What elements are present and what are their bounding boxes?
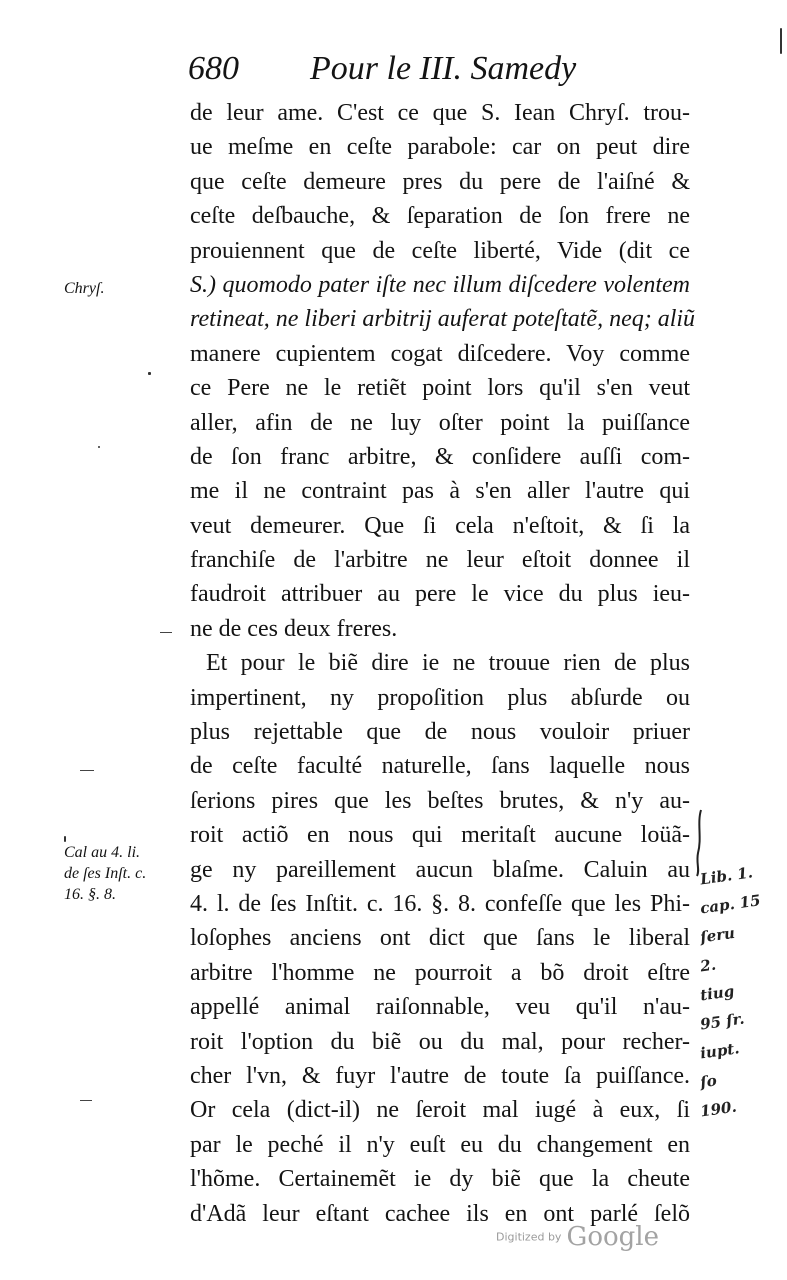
text-line: loſophes anciens ont dict que ſans le liberal xyxy=(190,925,690,952)
ink-speck xyxy=(148,372,151,375)
text-line: manere cupientem cogat diſcedere. Voy comme xyxy=(190,340,690,367)
ink-speck xyxy=(64,836,66,842)
text-line: 4. l. de ſes Inſtit. c. 16. §. 8. confeſſe que les Phi- xyxy=(190,890,690,917)
margin-note-chrysostom: Chryſ. xyxy=(64,280,105,297)
text-line-paragraph-start: Et pour le biẽ dire ie ne trouue rien de plus xyxy=(206,650,690,677)
margin-note-calvin xyxy=(64,842,146,905)
text-line: par le peché il n'y euſt eu du changement en xyxy=(190,1131,690,1158)
text-line: Or cela (dict-il) ne ſeroit mal iugé à eux, ſi xyxy=(190,1097,690,1124)
text-line: ce Pere ne le retiẽt point lors qu'il s'en veut xyxy=(190,375,690,402)
text-line: roit actiõ en nous qui meritaſt aucune loüã- xyxy=(190,822,690,849)
margin-note-line: 16. §. 8. xyxy=(64,886,116,903)
text-line: que ceſte demeure pres du pere de l'aiſné & xyxy=(190,168,690,195)
page-header xyxy=(188,44,608,94)
handwritten-line: 95 ſr. xyxy=(699,1009,746,1034)
google-logo: Google xyxy=(566,1222,659,1252)
text-line: ue meſme en ceſte parabole: car on peut dire xyxy=(190,134,690,161)
text-line: l'hõme. Certainemẽt ie dy biẽ que la cheute xyxy=(190,1166,690,1193)
text-line: veut demeurer. Que ſi cela n'eſtoit, & ſi la xyxy=(190,512,690,539)
margin-note-line: Cal au 4. li. xyxy=(64,844,141,861)
handwritten-line: ſo xyxy=(699,1071,718,1092)
ink-dash xyxy=(160,632,172,633)
text-line: cher l'vn, & fuyr l'autre de toute ſa puiſſance. xyxy=(190,1062,690,1089)
body-text xyxy=(190,96,696,1231)
digitized-by-google-watermark xyxy=(496,1222,659,1252)
text-line: plus rejettable que de nous vouloir priuer xyxy=(190,719,690,746)
text-line: ceſte deſbauche, & ſeparation de ſon frere ne xyxy=(190,203,690,230)
ink-speck xyxy=(98,446,100,448)
text-line: de ſon franc arbitre, & conſidere auſſi com- xyxy=(190,443,690,470)
margin-note-line: de ſes Inſt. c. xyxy=(64,865,147,882)
text-line: appellé animal raiſonnable, veu qu'il n'au- xyxy=(190,994,690,1021)
ink-dash xyxy=(80,770,94,771)
handwritten-margin-note xyxy=(700,860,780,1121)
text-line: arbitre l'homme ne pourroit a bõ droit eſtre xyxy=(190,959,690,986)
text-line-latin-quote: retineat, ne liberi arbitrij auferat poteſtatẽ, neq; aliũ xyxy=(190,306,696,333)
text-line: faudroit attribuer au pere le vice du plus ieu- xyxy=(190,581,690,608)
text-line: ge ny pareillement aucun blaſme. Caluin au xyxy=(190,856,690,883)
handwritten-line: 2. xyxy=(699,955,718,976)
handwritten-line: cap. 15 xyxy=(699,891,762,918)
text-line: franchiſe de l'arbitre ne leur eſtoit donnee il xyxy=(190,547,690,574)
handwritten-line: 190. xyxy=(699,1097,738,1121)
ink-speck xyxy=(780,28,782,54)
text-line: impertinent, ny propoſition plus abſurde ou xyxy=(190,684,690,711)
digitized-by-label: Digitized by xyxy=(496,1230,562,1244)
text-line: prouiennent que de ceſte liberté, Vide (dit ce xyxy=(190,237,690,264)
ink-dash xyxy=(80,1100,92,1101)
text-line: d'Adã leur eſtant cachee ils en ont parlé ſelõ xyxy=(190,1200,690,1227)
handwritten-line: Lib. 1. xyxy=(699,863,754,889)
handwritten-line: ſeru xyxy=(699,923,737,947)
text-line: roit l'option du biẽ ou du mal, pour recher- xyxy=(190,1028,690,1055)
text-line: de leur ame. C'est ce que S. Iean Chryſ. trou- xyxy=(190,100,690,126)
running-title: Pour le III. Samedy xyxy=(310,50,577,87)
text-line: de ceſte faculté naturelle, ſans laquelle nous xyxy=(190,753,690,780)
text-line: ſerions pires que les beſtes brutes, & n'y au- xyxy=(190,787,690,814)
handwritten-line: tiug xyxy=(699,981,736,1005)
handwritten-line: iupt. xyxy=(699,1039,741,1063)
text-line: aller, afin de ne luy oſter point la puiſſance xyxy=(190,409,690,436)
page-number: 680 xyxy=(188,50,239,87)
text-line: ne de ces deux freres. xyxy=(190,615,398,642)
text-line-latin-quote: S.) quomodo pater iſte nec illum diſcedere volentem xyxy=(190,271,690,298)
text-line: me il ne contraint pas à s'en aller l'autre qui xyxy=(190,478,690,505)
